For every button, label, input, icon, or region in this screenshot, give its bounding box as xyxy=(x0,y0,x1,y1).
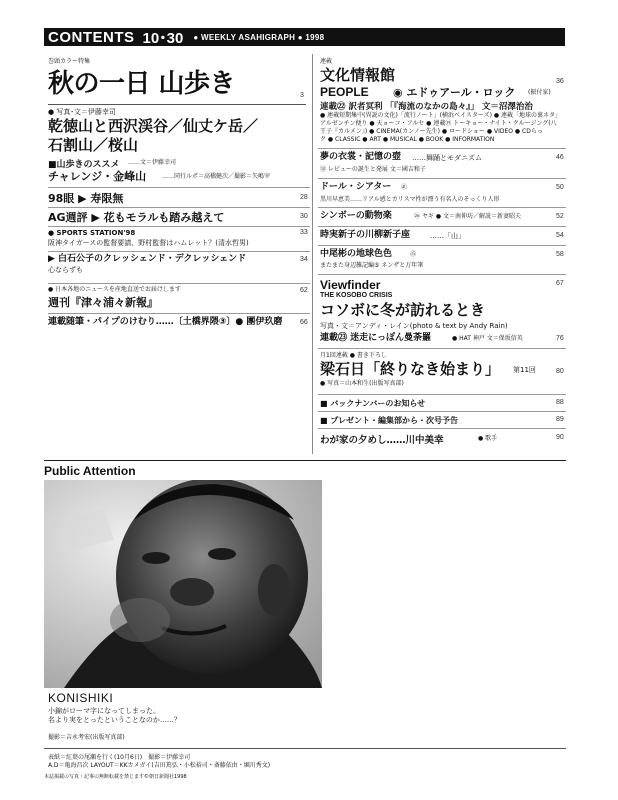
soseki-tag: 月1回連載 ● 書き下ろし xyxy=(320,352,387,359)
divider xyxy=(48,207,310,208)
page-number: 34 xyxy=(300,256,308,263)
viewfinder-credit: 写真・文＝アンディ・レイン(photo & text by Andy Rain) xyxy=(320,322,508,330)
toc-item-jiji[interactable]: 時実新子の川柳新子座 xyxy=(320,230,411,240)
meiro-detail: ● HAT 神戸 文＝保坂信英 xyxy=(452,335,523,342)
shiraishi-subtitle: 心ならずも xyxy=(48,266,83,274)
toc-item-shiraishi[interactable]: ▶ 白石公子のクレッシェンド・デクレッシェンド xyxy=(48,254,247,264)
divider xyxy=(48,226,310,227)
toc-item-meiro[interactable]: 連載㉓ 迷走にっぽん曼荼羅 xyxy=(320,333,431,343)
nakao-detail: またまた身辺雑記編⑤ ネンザと万年筆 xyxy=(320,262,424,269)
tsutsuura-tag: ● 日本各地のニュースを産地直送でお届けします xyxy=(48,286,181,293)
peaks-line-2: 石割山／桜山 xyxy=(48,136,139,154)
challenge-title: チャレンジ・金峰山 xyxy=(48,170,147,183)
toc-item-tsutsuura[interactable]: 週刊『津々浦々新報』 xyxy=(48,296,158,309)
toc-item-zoo[interactable]: シンボーの動物楽 xyxy=(320,211,392,221)
page-number: 62 xyxy=(300,287,308,294)
challenge-credit: ……同行ルポ＝高橋健次／撮影＝矢嶋宰 xyxy=(162,173,271,180)
peaks-line-1: 乾徳山と西沢渓谷／仙丈ケ岳／ xyxy=(48,117,259,135)
honyaku-title: 連載㉒ 訳者冥利 「『海流のなかの島々』」 文＝沼澤治治 xyxy=(320,102,533,112)
people-role: (振付家) xyxy=(528,89,551,96)
toc-item-98gan[interactable]: 98眼 ▶ 寿限無 xyxy=(48,192,124,205)
feature-title: 秋の一日 山歩き xyxy=(48,69,236,99)
toc-item-sports[interactable]: ● SPORTS STATION'98 xyxy=(48,229,136,237)
nakao-number: ⑮ xyxy=(410,251,417,258)
feature-tag: 巻頭カラー特集 xyxy=(48,58,91,65)
page-number: 52 xyxy=(556,213,564,220)
issue-date: 10･30 xyxy=(142,29,184,47)
page-number: 89 xyxy=(556,416,564,423)
viewfinder-headline: コソボに冬が訪れるとき xyxy=(320,301,486,319)
section-divider xyxy=(44,460,566,461)
yumeshi-role: ● 歌手 xyxy=(478,435,498,442)
divider xyxy=(318,394,566,395)
page-number: 88 xyxy=(556,399,564,406)
konishiki-caption-2: 名より実をとったということなのか……？ xyxy=(48,716,181,724)
divider xyxy=(318,226,566,227)
toc-item-bunka[interactable]: 文化情報館 xyxy=(320,66,396,84)
divider xyxy=(48,104,306,105)
zoo-detail: ㉖ ヤギ ● 文＝南伸坊／解説＝新妻昭夫 xyxy=(414,213,521,220)
people-label: PEOPLE xyxy=(320,85,369,99)
divider xyxy=(318,428,566,429)
toc-item-yume[interactable]: 夢の衣裳・記憶の壺 xyxy=(320,152,402,162)
column-divider xyxy=(312,54,313,454)
cover-credit: 表紙＝紅葉の尾瀬を行く(10月6日) 撮影＝伊藤幸司 xyxy=(48,754,191,761)
toc-item-nakao[interactable]: 中尾彬の地球色色 xyxy=(320,249,393,259)
divider xyxy=(318,148,566,149)
divider xyxy=(318,348,566,349)
soseki-credit: ● 写真＝山本和生(出版写真部) xyxy=(320,380,404,387)
toc-item-ag-shuhyo[interactable]: AG週評 ▶ 花もモラルも踏み越えて xyxy=(48,211,225,224)
page-number: 36 xyxy=(556,78,564,85)
people-name: ◉ エドゥアール・ロック xyxy=(393,86,516,99)
public-attention-label: Public Attention xyxy=(44,464,136,478)
konishiki-name: KONISHIKI xyxy=(48,691,114,705)
page-number: 46 xyxy=(556,154,564,161)
page-number: 30 xyxy=(300,213,308,220)
page-number: 66 xyxy=(300,319,308,326)
suzume-title: ■山歩きのススメ xyxy=(48,160,120,170)
sports-subtitle: 阪神タイガースの監督要請、野村監督はハムレット？(清水哲男) xyxy=(48,239,249,247)
toc-item-viewfinder[interactable]: Viewfinder xyxy=(320,278,381,292)
bunka-details-4: ク ● CLASSIC ● ART ● MUSICAL ● BOOK ● INFORMATION xyxy=(320,136,495,143)
divider xyxy=(48,283,310,284)
page-number: 80 xyxy=(556,368,564,375)
soseki-number: 第11回 xyxy=(513,366,536,374)
footer-divider xyxy=(44,748,566,749)
konishiki-caption-1: 小錦がローマ字になってしまった。 xyxy=(48,707,160,715)
jiji-detail: ……「山」 xyxy=(430,232,465,240)
toc-item-soseki[interactable]: 梁石日「終りなき始まり」 xyxy=(320,360,501,378)
bunka-details-2: アルゼンチン便り ● 天ョーコ・フルセ ● 連載⑲ トーキョー・ナイト・クルージング(八 xyxy=(320,120,557,127)
layout-credit: A.D＝亀海昌次 LAYOUT＝KKカメガイ(吉田篤弘・小松裕司・斎藤依由・堀川秀文) xyxy=(48,762,271,769)
portrait-image xyxy=(44,480,322,688)
divider xyxy=(318,245,566,246)
divider xyxy=(318,274,566,275)
toc-item-pipe[interactable]: 連載随筆・パイプのけむり……〔土橋界隈③〕● 團伊玖磨 xyxy=(48,317,283,327)
toc-item-backnumber[interactable]: ■ バックナンバーのお知らせ xyxy=(320,399,426,408)
toc-item-doll[interactable]: ドール・シアター xyxy=(320,182,392,192)
magazine-name: ● WEEKLY ASAHIGRAPH ● 1998 xyxy=(193,32,325,42)
page-number: 28 xyxy=(300,194,308,201)
divider xyxy=(318,411,566,412)
divider xyxy=(48,313,310,314)
yume-subtitle: ……舞踊とモダニズム xyxy=(412,154,482,162)
page-number: 50 xyxy=(556,184,564,191)
page-number: 33 xyxy=(300,229,308,236)
toc-item-present[interactable]: ■ プレゼント・編集部から・次号予告 xyxy=(320,416,459,425)
page-number: 76 xyxy=(556,335,564,342)
suzume-credit: ……文＝伊藤幸司 xyxy=(128,159,177,166)
copyright: 本誌掲載の写真・記事の無断転載を禁じます©朝日新聞社1998 xyxy=(44,774,187,780)
konishiki-photo-credit: 撮影＝吉永考宏(出版写真部) xyxy=(48,734,125,741)
viewfinder-subtitle: THE KOSOBO CRISIS xyxy=(320,292,393,299)
doll-number: ㊶ xyxy=(401,184,408,191)
contents-header-bar xyxy=(44,28,565,46)
page-number: 54 xyxy=(556,232,564,239)
divider xyxy=(318,178,566,179)
page-number: 90 xyxy=(556,434,564,441)
divider xyxy=(48,187,310,188)
bunka-details-3: 王子『カルメン』) ● CINEMA(カンノー先生) ● ロードショー ● VIDEO ● CDらっ xyxy=(320,128,543,135)
konishiki-photo xyxy=(44,480,322,688)
page-number: 67 xyxy=(556,280,564,287)
yume-detail: ⑱ レビューの誕生と発展 文＝國吉和子 xyxy=(320,166,426,173)
serial-tag: 連載 xyxy=(320,58,333,65)
feature-photo-credit: ● 写真･文＝伊藤幸司 xyxy=(48,108,116,116)
bunka-details-1: ● 連載短期集中(異説の文化)「流行ノート」(横浜ベイスターズ) ● 連載「地球の裏ネタ」 xyxy=(320,112,562,119)
page-number: 58 xyxy=(556,251,564,258)
feature-page: 3 xyxy=(300,92,304,99)
toc-item-yumeshi[interactable]: わが家の夕めし……川中美幸 xyxy=(320,435,444,446)
divider xyxy=(48,251,310,252)
contents-title: CONTENTS xyxy=(48,28,135,46)
doll-detail: 黒川早恵美……リアル感とカリスマ性が漂う有名人のそっくり人形 xyxy=(320,196,500,203)
divider xyxy=(318,207,566,208)
